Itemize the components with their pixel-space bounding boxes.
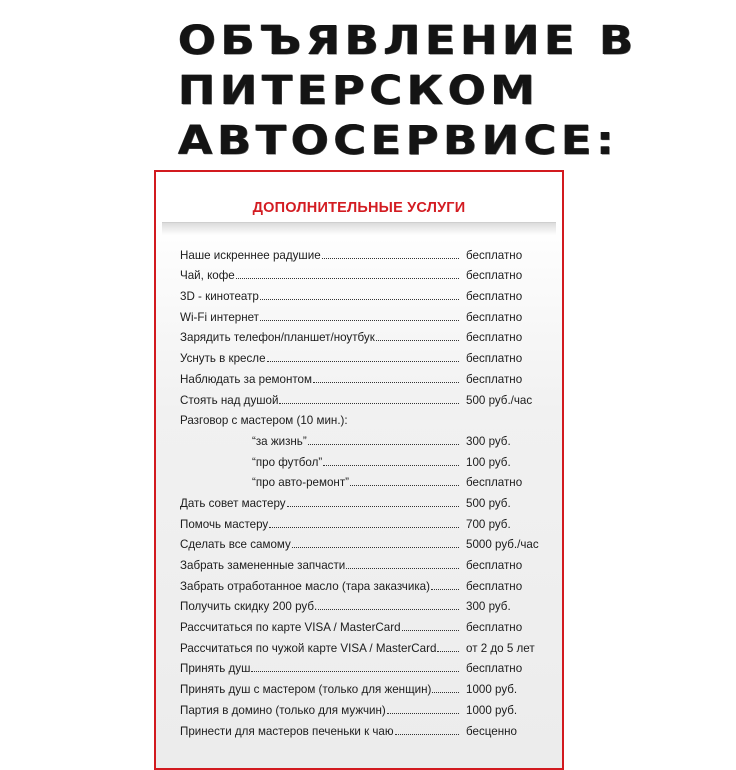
service-price: от 2 до 5 лет — [466, 641, 535, 655]
service-row — [180, 344, 560, 365]
service-price: 5000 руб./час — [466, 538, 539, 552]
service-row — [180, 675, 560, 696]
service-name: Сделать все самому — [180, 538, 291, 552]
dot-leader — [308, 444, 459, 445]
service-list — [180, 241, 560, 738]
service-row — [180, 262, 560, 283]
dot-leader — [387, 713, 459, 714]
dot-leader — [236, 278, 459, 279]
card-title: ДОПОЛНИТЕЛЬНЫЕ УСЛУГИ — [252, 200, 466, 216]
service-price: бесплатно — [466, 372, 523, 386]
service-row — [180, 489, 560, 510]
service-row — [180, 572, 560, 593]
dot-leader — [260, 320, 459, 321]
service-price: 500 руб. — [466, 496, 511, 510]
service-name: 3D - кинотеатр — [180, 290, 259, 304]
dot-leader — [376, 340, 459, 341]
dot-leader — [292, 547, 459, 548]
service-row-heading — [180, 407, 560, 428]
service-name: “про футбол” — [252, 455, 323, 469]
service-name: Помочь мастеру — [180, 517, 269, 531]
dot-leader — [395, 734, 459, 735]
dot-leader — [269, 527, 459, 528]
service-price: 300 руб. — [466, 434, 511, 448]
dot-leader — [267, 361, 459, 362]
service-name: Забрать отработанное масло (тара заказчика) — [180, 579, 430, 593]
service-row — [180, 365, 560, 386]
service-row — [180, 386, 560, 407]
service-price: 700 руб. — [466, 517, 511, 531]
service-price: бесплатно — [466, 579, 523, 593]
service-name: “про авто-ремонт” — [252, 476, 349, 490]
service-name: Принести для мастеров печеньки к чаю — [180, 724, 394, 738]
service-name: Дать совет мастеру — [180, 496, 286, 510]
service-name: Наше искреннее радушие — [180, 248, 321, 262]
dot-leader — [432, 692, 459, 693]
dot-leader — [402, 630, 459, 631]
dot-leader — [431, 589, 459, 590]
dot-leader — [287, 506, 459, 507]
service-name: Принять душ — [180, 662, 251, 676]
service-row — [180, 531, 560, 552]
dot-leader — [318, 609, 459, 610]
service-row — [180, 469, 560, 490]
dot-leader — [279, 403, 459, 404]
service-name: Рассчитаться по карте VISA / MasterCard — [180, 621, 401, 635]
service-row — [180, 303, 560, 324]
service-name: Wi-Fi интернет — [180, 310, 259, 324]
service-row — [180, 324, 560, 345]
dot-leader — [437, 651, 459, 652]
service-row — [180, 510, 560, 531]
service-name: Наблюдать за ремонтом — [180, 372, 312, 386]
service-name: Стоять над душой — [180, 393, 279, 407]
dot-leader — [313, 382, 459, 383]
service-price: бесплатно — [466, 248, 523, 262]
service-price: бесплатно — [466, 331, 523, 345]
price-card — [154, 170, 564, 770]
service-row — [180, 655, 560, 676]
service-price: бесплатно — [466, 269, 523, 283]
service-name: Партия в домино (только для мужчин) — [180, 703, 386, 717]
dot-leader — [322, 258, 459, 259]
headline-line-1: ОБЪЯВЛЕНИЕ В — [178, 18, 638, 64]
service-row — [180, 551, 560, 572]
service-name: Забрать замененные запчасти — [180, 559, 346, 572]
service-row — [180, 613, 560, 634]
service-price: бесплатно — [466, 290, 523, 304]
service-name: Разговор с мастером (10 мин.): — [180, 414, 348, 428]
service-name: Уснуть в кресле — [180, 352, 266, 366]
service-price: 500 руб./час — [466, 393, 533, 407]
service-name: Принять душ с мастером (только для женщин) — [180, 683, 432, 697]
service-price: бесплатно — [466, 662, 523, 676]
service-name: Получить скидку 200 руб. — [180, 600, 318, 614]
dot-leader — [346, 568, 459, 569]
service-price: бесценно — [466, 724, 517, 738]
dot-leader — [323, 465, 459, 466]
service-price: бесплатно — [466, 621, 523, 635]
service-row — [180, 593, 560, 614]
service-price: 100 руб. — [466, 455, 511, 469]
service-row — [180, 448, 560, 469]
service-price: бесплатно — [466, 310, 523, 324]
service-row — [180, 717, 560, 738]
dot-leader — [260, 299, 459, 300]
headline — [178, 16, 638, 166]
service-row — [180, 282, 560, 303]
service-name: “за жизнь” — [252, 434, 307, 448]
service-price: бесплатно — [466, 352, 523, 366]
dot-leader — [251, 671, 459, 672]
service-price: бесплатно — [466, 559, 523, 572]
service-name: Зарядить телефон/планшет/ноутбук — [180, 331, 375, 345]
headline-line-2: ПИТЕРСКОМ — [178, 68, 540, 114]
dot-leader — [350, 485, 459, 486]
service-row — [180, 634, 560, 655]
service-row — [180, 427, 560, 448]
service-row — [180, 696, 560, 717]
service-price: 1000 руб. — [466, 683, 518, 697]
service-price: 1000 руб. — [466, 703, 518, 717]
title-divider — [162, 222, 556, 235]
headline-line-3: АВТОСЕРВИСЕ: — [178, 118, 619, 164]
service-price: бесплатно — [466, 476, 523, 490]
service-row — [180, 241, 560, 262]
service-name: Рассчитаться по чужой карте VISA / MasterCard — [180, 641, 437, 655]
service-name: Чай, кофе — [180, 269, 235, 283]
service-price: 300 руб. — [466, 600, 511, 614]
